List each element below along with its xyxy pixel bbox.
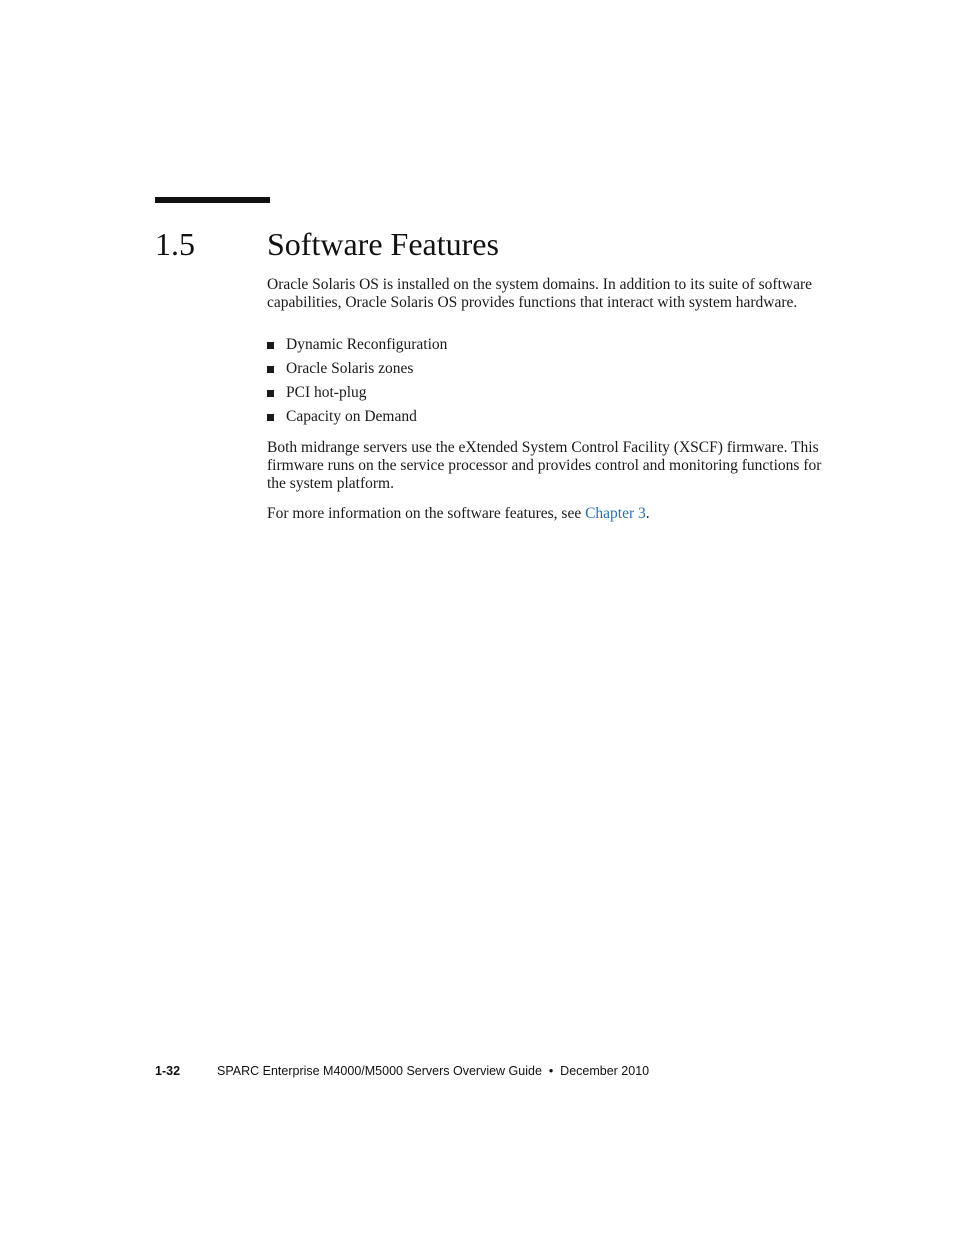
chapter-3-link[interactable]: Chapter 3 bbox=[585, 505, 646, 522]
square-bullet-icon bbox=[267, 414, 274, 421]
more-info-paragraph bbox=[267, 505, 842, 523]
section-number: 1.5 bbox=[155, 226, 195, 262]
list-item bbox=[267, 336, 447, 354]
feature-label: PCI hot-plug bbox=[286, 384, 367, 401]
intro-paragraph: Oracle Solaris OS is installed on the system domains. In addition to its suite of software capabilities, Oracle Solaris OS provides functions that interact with system hardware. bbox=[267, 276, 813, 311]
footer-title: SPARC Enterprise M4000/M5000 Servers Overview Guide • December 2010 bbox=[217, 1064, 650, 1078]
square-bullet-icon bbox=[267, 366, 274, 373]
section-rule bbox=[155, 197, 270, 203]
more-info-text: For more information on the software features, see bbox=[267, 505, 586, 522]
xscf-paragraph: Both midrange servers use the eXtended System Control Facility (XSCF) firmware. This firmware runs on the service processor and provides control and monitoring functions for the system platform. bbox=[267, 439, 822, 492]
feature-list bbox=[267, 336, 447, 432]
feature-label: Dynamic Reconfiguration bbox=[286, 336, 448, 353]
square-bullet-icon bbox=[267, 390, 274, 397]
list-item bbox=[267, 408, 447, 426]
list-item bbox=[267, 360, 447, 378]
page-number: 1-32 bbox=[155, 1064, 181, 1078]
feature-label: Capacity on Demand bbox=[286, 408, 417, 425]
feature-label: Oracle Solaris zones bbox=[286, 360, 414, 377]
list-item bbox=[267, 384, 447, 402]
square-bullet-icon bbox=[267, 342, 274, 349]
section-title: Software Features bbox=[267, 226, 499, 262]
more-info-suffix: . bbox=[645, 505, 650, 522]
